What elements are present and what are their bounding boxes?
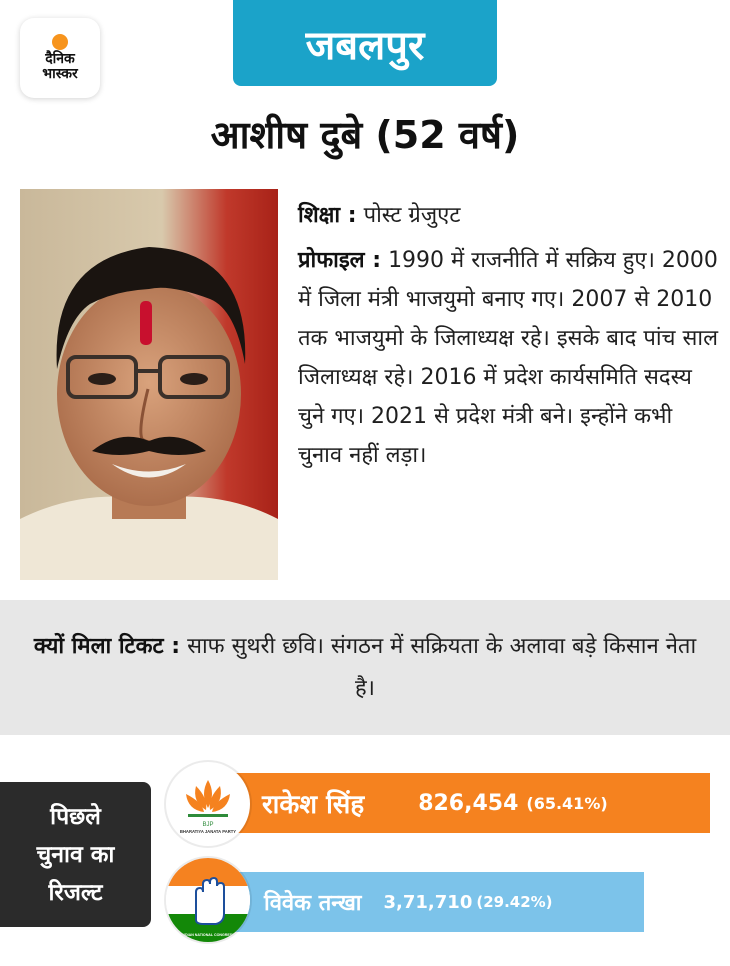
sun-dot-icon — [52, 34, 68, 50]
bjp-lotus-icon — [166, 762, 250, 846]
bjp-candidate-name: राकेश सिंह — [262, 790, 365, 820]
inc-percent: (29.42%) — [476, 893, 553, 911]
heading-line-1: पिछले — [50, 803, 101, 830]
profile-text: 1990 में राजनीति में सक्रिय हुए। 2000 में जिला मंत्री भाजयुमो बनाए गए। 2007 से 2010 तक भाजयुमो के जिलाध्यक्ष रहे। इसके बाद पांच साल जिलाध्यक्ष रहे। 2016 में प्रदेश कार्यसमिति सदस्य चुने गए। 2021 से प्रदेश मंत्री बने। इन्होंने कभी चुनाव नहीं लड़ा। — [298, 248, 719, 468]
logo-line-2: भास्कर — [42, 66, 78, 82]
profile-row — [298, 241, 718, 475]
inc-caption: INDIAN NATIONAL CONGRESS — [181, 933, 235, 937]
portrait-illustration — [20, 189, 278, 580]
bjp-votes: 826,454 — [418, 790, 519, 816]
congress-hand-icon — [166, 858, 250, 942]
result-bar-bjp — [226, 773, 710, 833]
education-row — [298, 196, 718, 235]
ticket-reason-value: साफ सुथरी छवि। संगठन में सक्रियता के अलावा बड़े किसान नेता है। — [187, 633, 697, 701]
ticket-reason-panel — [0, 600, 730, 735]
logo-line-1: दैनिक — [45, 51, 75, 67]
bjp-percent: (65.41%) — [526, 793, 608, 813]
education-value: पोस्ट ग्रेजुएट — [363, 203, 461, 228]
profile-label: प्रोफाइल : — [298, 248, 382, 273]
bjp-caption: BHARATIYA JANATA PARTY — [179, 829, 237, 834]
city-name: जबलपुर — [305, 22, 425, 69]
previous-result-heading — [0, 782, 151, 927]
result-bar-inc — [226, 872, 644, 932]
ticket-reason-label: क्यों मिला टिकट : — [33, 633, 181, 659]
bjp-abbr: BJP — [202, 822, 214, 828]
candidate-photo — [20, 189, 278, 580]
candidate-bio — [298, 196, 718, 475]
city-banner — [233, 0, 497, 86]
ticket-reason-text — [25, 626, 705, 710]
education-label: शिक्षा : — [298, 203, 357, 228]
dainik-bhaskar-logo — [20, 18, 100, 98]
inc-votes: 3,71,710 — [383, 891, 473, 913]
candidate-name: आशीष दुबे (52 वर्ष) — [210, 113, 520, 157]
inc-candidate-name: विवेक तन्खा — [264, 891, 362, 916]
heading-line-3: रिजल्ट — [48, 879, 103, 906]
heading-line-2: चुनाव का — [36, 841, 115, 868]
